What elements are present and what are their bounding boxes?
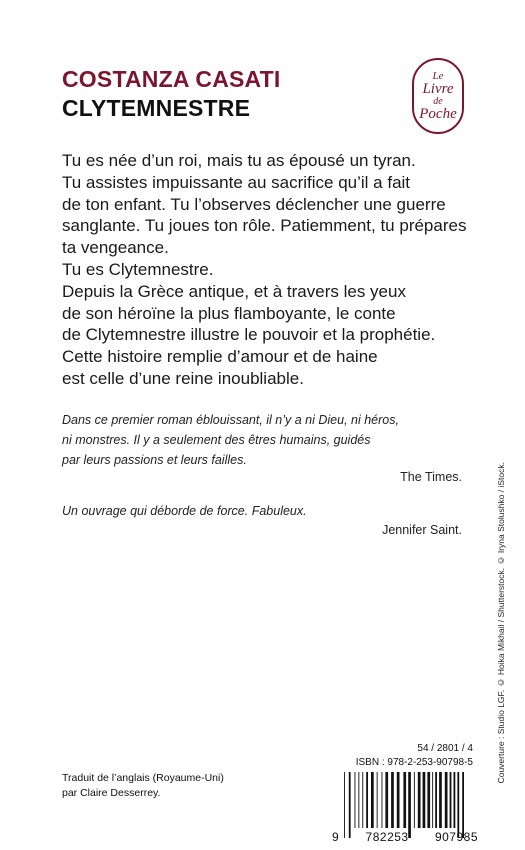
blurb-line: sanglante. Tu joues ton rôle. Patiemment, tu prépares	[62, 216, 467, 236]
barcode-bar	[423, 772, 426, 828]
logo-line-1: Le	[432, 69, 444, 82]
barcode-bar	[397, 772, 400, 828]
blurb-line: de ton enfant. Tu l’observes déclencher une guerre	[62, 194, 446, 214]
barcode-digit-group: 9	[332, 830, 340, 844]
barcode-bar	[362, 772, 363, 828]
barcode-bar	[403, 772, 406, 828]
quote-line: ni monstres. Il y a seulement des êtres humains, guidés	[62, 433, 371, 447]
barcode-bar	[377, 772, 378, 828]
quote-line: Un ouvrage qui déborde de force. Fabuleux.	[62, 504, 307, 518]
barcode-bar	[454, 772, 456, 828]
barcode-bar	[427, 772, 430, 828]
barcode-bar	[445, 772, 448, 828]
quote-source-saint: Jennifer Saint.	[382, 523, 462, 537]
barcode-bar	[358, 772, 359, 828]
logo-line-2: Livre	[422, 80, 454, 97]
barcode-bar	[382, 772, 383, 828]
book-title: CLYTEMNESTRE	[62, 95, 251, 121]
barcode-bar	[462, 772, 464, 838]
blurb-line: Tu es née d’un roi, mais tu as épousé un tyran.	[62, 151, 416, 170]
publisher-logo	[412, 58, 464, 134]
barcode-bar	[391, 772, 394, 828]
logo-line-3: de	[433, 95, 443, 107]
blurb-line: est celle d’une reine inoubliable.	[62, 368, 304, 388]
barcode-bar	[432, 772, 433, 828]
blurb-line: Tu assistes impuissante au sacrifice qu’il a fait	[62, 172, 411, 192]
barcode-bar	[418, 772, 421, 828]
barcode-bar	[385, 772, 388, 828]
barcode-digit-group: 782253	[365, 830, 409, 844]
barcode-bar	[344, 772, 345, 838]
press-quote-saint	[62, 501, 462, 521]
blurb-line: de son héroïne la plus flamboyante, le conte	[62, 303, 396, 323]
barcode-bar	[366, 772, 368, 828]
barcode-bar	[355, 772, 356, 828]
blurb-line: de Clytemnestre illustre le pouvoir et la prophétie.	[62, 325, 436, 345]
cover-credit: Couverture : Studio LGF. © Hoika Mikhail / Shutterstock. © Iryna Stolushko / iStock.	[496, 462, 506, 784]
quote-source-times: The Times.	[400, 470, 462, 484]
barcode-bar	[371, 772, 374, 828]
blurb-line: ta vengeance.	[62, 238, 169, 258]
price-code: 54 / 2801 / 4	[417, 743, 473, 754]
translator-credit	[62, 771, 224, 801]
back-cover-blurb	[62, 150, 482, 390]
author-name: COSTANZA CASATI	[62, 66, 281, 92]
barcode-bar	[450, 772, 452, 828]
barcode-bar	[414, 772, 415, 828]
translator-line: par Claire Desserrey.	[62, 787, 161, 799]
barcode-bar	[408, 772, 411, 838]
press-quote-times	[62, 410, 462, 470]
barcode-bar	[435, 772, 437, 828]
quote-line: par leurs passions et leurs failles.	[62, 453, 247, 467]
logo-line-4: Poche	[419, 105, 457, 122]
barcode-digit-group: 907985	[434, 830, 478, 844]
isbn: ISBN : 978-2-253-90798-5	[355, 757, 473, 768]
barcode-bar	[349, 772, 351, 838]
translator-line: Traduit de l’anglais (Royaume-Uni)	[62, 772, 224, 784]
barcode-bar	[457, 772, 459, 838]
barcode-bar	[439, 772, 442, 828]
blurb-line: Cette histoire remplie d’amour et de haine	[62, 347, 378, 367]
quote-line: Dans ce premier roman éblouissant, il n’y a ni Dieu, ni héros,	[62, 413, 399, 427]
blurb-line: Depuis la Grèce antique, et à travers les yeux	[62, 281, 406, 301]
blurb-line: Tu es Clytemnestre.	[62, 259, 214, 279]
barcode-digits	[332, 830, 478, 844]
